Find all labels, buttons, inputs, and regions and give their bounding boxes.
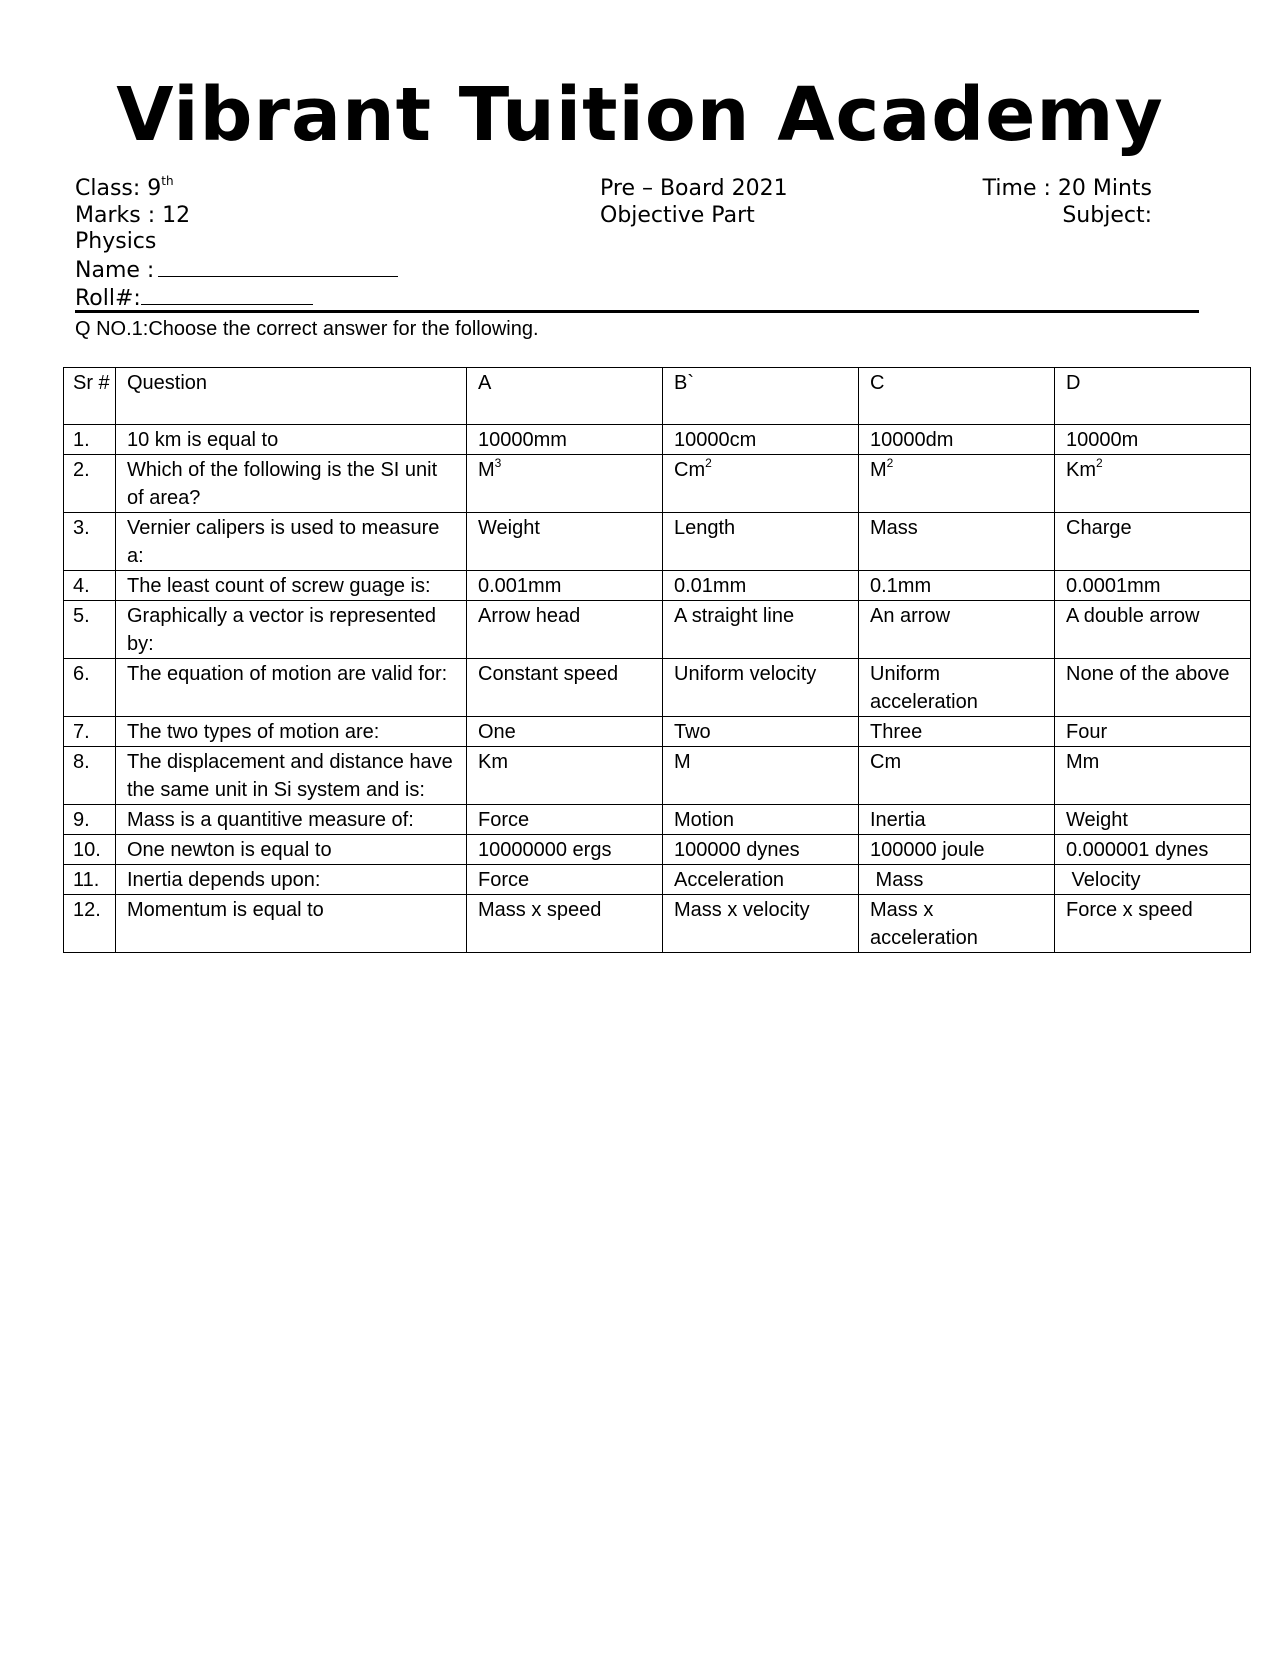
- row-option-d: Four: [1055, 717, 1251, 747]
- row-question: Graphically a vector is represented by:: [116, 601, 467, 659]
- class-suffix: th: [161, 174, 174, 188]
- row-option-c: Cm: [859, 747, 1055, 805]
- header-option-b: B`: [663, 368, 859, 425]
- row-option-d: Mm: [1055, 747, 1251, 805]
- option-unit: Cm: [674, 459, 706, 481]
- row-sr: 8.: [64, 747, 116, 805]
- row-option-c: Mass x acceleration: [859, 895, 1055, 953]
- row-question: The equation of motion are valid for:: [116, 659, 467, 717]
- row-option-c: An arrow: [859, 601, 1055, 659]
- name-label: Name :: [75, 257, 155, 283]
- row-option-a: Force: [467, 865, 663, 895]
- option-unit: M: [870, 459, 887, 481]
- row-sr: 3.: [64, 513, 116, 571]
- row-option-a: [467, 455, 663, 513]
- row-option-c: Uniform acceleration: [859, 659, 1055, 717]
- table-row: [64, 425, 1251, 455]
- row-option-b: Uniform velocity: [663, 659, 859, 717]
- row-option-d: Velocity: [1055, 865, 1251, 895]
- row-option-c: 10000dm: [859, 425, 1055, 455]
- row-option-a: Force: [467, 805, 663, 835]
- subject-label: Subject:: [1062, 202, 1152, 228]
- row-option-a: 10000000 ergs: [467, 835, 663, 865]
- row-question: Vernier calipers is used to measure a:: [116, 513, 467, 571]
- row-option-a: Km: [467, 747, 663, 805]
- roll-label: Roll#:: [75, 286, 141, 311]
- row-option-d: 0.0001mm: [1055, 571, 1251, 601]
- row-sr: 1.: [64, 425, 116, 455]
- row-option-b: Acceleration: [663, 865, 859, 895]
- option-exponent: 2: [886, 456, 894, 470]
- row-sr: 5.: [64, 601, 116, 659]
- row-question: 10 km is equal to: [116, 425, 467, 455]
- row-option-d: 0.000001 dynes: [1055, 835, 1251, 865]
- row-question: Inertia depends upon:: [116, 865, 467, 895]
- table-row: [64, 747, 1251, 805]
- option-exponent: 2: [705, 456, 712, 470]
- table-header-row: [64, 368, 1251, 425]
- part-label: Objective Part: [600, 202, 755, 228]
- time-label: Time : 20 Mints: [982, 176, 1152, 201]
- row-option-a: Arrow head: [467, 601, 663, 659]
- row-option-b: Two: [663, 717, 859, 747]
- table-row: [64, 805, 1251, 835]
- table-row: [64, 865, 1251, 895]
- row-option-a: Constant speed: [467, 659, 663, 717]
- exam-label: Pre – Board 2021: [600, 176, 788, 201]
- table-row: [64, 717, 1251, 747]
- row-question: Which of the following is the SI unit of area?: [116, 455, 467, 513]
- header-divider: [75, 310, 1199, 313]
- header-left-block: [75, 176, 398, 313]
- option-exponent: 2: [1096, 456, 1103, 470]
- row-option-c: 100000 joule: [859, 835, 1055, 865]
- class-line: [75, 176, 398, 203]
- row-option-d: [1055, 455, 1251, 513]
- row-sr: 11.: [64, 865, 116, 895]
- row-option-b: M: [663, 747, 859, 805]
- row-option-c: Inertia: [859, 805, 1055, 835]
- table-row: [64, 601, 1251, 659]
- option-unit: Km: [1066, 459, 1096, 481]
- roll-field[interactable]: [141, 284, 313, 305]
- physics-label: Physics: [75, 229, 157, 254]
- row-question: One newton is equal to: [116, 835, 467, 865]
- row-option-b: A straight line: [663, 601, 859, 659]
- row-option-b: Length: [663, 513, 859, 571]
- row-option-d: None of the above: [1055, 659, 1251, 717]
- row-option-a: 0.001mm: [467, 571, 663, 601]
- row-option-c: Three: [859, 717, 1055, 747]
- row-sr: 10.: [64, 835, 116, 865]
- table-row: [64, 659, 1251, 717]
- row-option-c: [859, 455, 1055, 513]
- name-field[interactable]: [158, 256, 398, 277]
- row-option-b: 100000 dynes: [663, 835, 859, 865]
- row-option-a: Mass x speed: [467, 895, 663, 953]
- table-row: [64, 455, 1251, 513]
- row-option-b: Motion: [663, 805, 859, 835]
- table-row: [64, 571, 1251, 601]
- row-option-c: Mass: [859, 513, 1055, 571]
- table-row: [64, 895, 1251, 953]
- header-option-d: D: [1055, 368, 1251, 425]
- row-question: Mass is a quantitive measure of:: [116, 805, 467, 835]
- header-right-block: [983, 176, 1152, 229]
- header-question: Question: [116, 368, 467, 425]
- row-option-d: Charge: [1055, 513, 1251, 571]
- row-option-b: 0.01mm: [663, 571, 859, 601]
- table-row: [64, 513, 1251, 571]
- row-option-c: 0.1mm: [859, 571, 1055, 601]
- class-label: Class: 9: [75, 176, 162, 201]
- roll-line: [75, 284, 398, 313]
- row-question: The displacement and distance have the same unit in Si system and is:: [116, 747, 467, 805]
- option-exponent: 3: [494, 456, 502, 470]
- row-option-a: 10000mm: [467, 425, 663, 455]
- row-question: The least count of screw guage is:: [116, 571, 467, 601]
- row-sr: 2.: [64, 455, 116, 513]
- row-sr: 12.: [64, 895, 116, 953]
- row-sr: 6.: [64, 659, 116, 717]
- academy-title: Vibrant Tuition Academy: [116, 72, 1164, 158]
- row-option-d: A double arrow: [1055, 601, 1251, 659]
- marks-label: Marks : 12: [75, 202, 191, 228]
- row-option-d: Weight: [1055, 805, 1251, 835]
- header-option-a: A: [467, 368, 663, 425]
- question-instruction: Q NO.1:Choose the correct answer for the following.: [75, 318, 539, 340]
- table-row: [64, 835, 1251, 865]
- row-option-b: 10000cm: [663, 425, 859, 455]
- row-option-c: Mass: [859, 865, 1055, 895]
- row-option-d: Force x speed: [1055, 895, 1251, 953]
- row-option-b: [663, 455, 859, 513]
- row-option-d: 10000m: [1055, 425, 1251, 455]
- row-question: The two types of motion are:: [116, 717, 467, 747]
- row-question: Momentum is equal to: [116, 895, 467, 953]
- row-sr: 9.: [64, 805, 116, 835]
- row-option-a: One: [467, 717, 663, 747]
- header-option-c: C: [859, 368, 1055, 425]
- option-unit: M: [478, 459, 495, 481]
- mcq-table: [63, 367, 1251, 953]
- header-middle-block: [600, 176, 788, 229]
- row-sr: 4.: [64, 571, 116, 601]
- row-sr: 7.: [64, 717, 116, 747]
- name-line: [75, 256, 398, 285]
- row-option-a: Weight: [467, 513, 663, 571]
- header-sr: Sr #: [64, 368, 116, 425]
- row-option-b: Mass x velocity: [663, 895, 859, 953]
